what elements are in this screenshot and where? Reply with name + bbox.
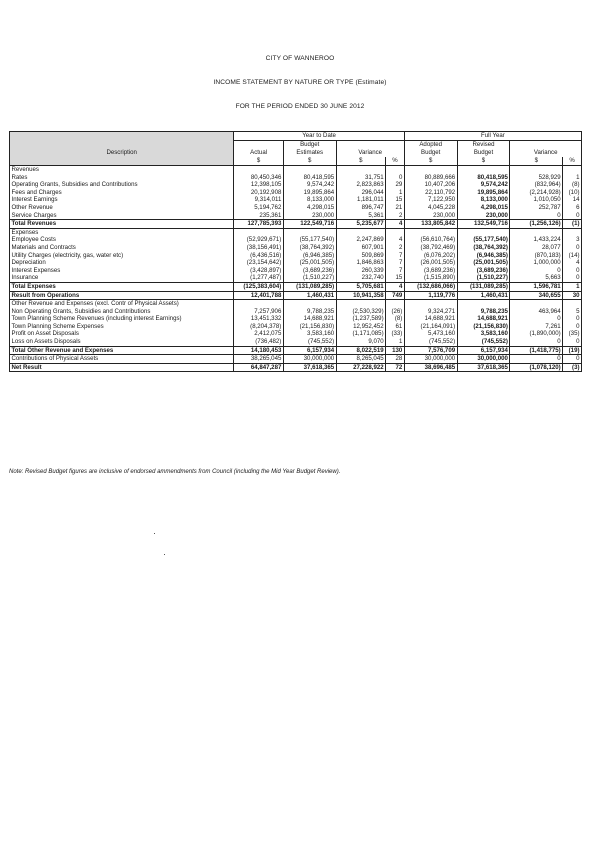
row-description: Town Planning Scheme Expenses — [10, 323, 234, 331]
budget-estimate-cell: 80,418,595 — [283, 174, 336, 182]
fy-variance-percent: 6 — [576, 203, 580, 211]
ytd-variance-percent: 21 — [386, 204, 405, 212]
table-row — [10, 181, 582, 189]
result-from-operations-row — [10, 291, 582, 300]
full-year-header: Full Year — [404, 132, 581, 141]
actual-header: Actual — [234, 149, 283, 157]
ytd-variance-amount: 27,228,922 — [336, 363, 385, 372]
fy-variance-amount: 1,433,224 — [510, 236, 563, 244]
budget-estimate-cell: 19,895,864 — [283, 189, 336, 197]
row-description: Net Result — [10, 363, 234, 372]
revised-budget-cell: 80,418,595 — [457, 174, 510, 182]
ytd-variance-amount: 2,823,863 — [336, 181, 385, 189]
fy-variance-percent: 0 — [576, 243, 580, 251]
budget-estimate-cell: (745,552) — [283, 338, 336, 346]
ytd-variance-percent: 72 — [386, 363, 405, 372]
net-result-row — [10, 363, 582, 372]
budget-estimate-cell: 8,133,000 — [283, 196, 336, 204]
table-row — [10, 338, 582, 346]
fy-variance-percent: 1 — [576, 173, 580, 181]
actual-cell: 38,265,045 — [234, 355, 283, 364]
ytd-variance-amount: 5,705,681 — [336, 282, 385, 291]
statement-period: FOR THE PERIOD ENDED 30 JUNE 2012 — [235, 103, 365, 110]
actual-cell: (1,277,487) — [234, 274, 283, 282]
adopted-budget-cell: 30,000,000 — [404, 355, 457, 364]
budget-estimate-cell: 14,688,921 — [283, 315, 336, 323]
ytd-variance-percent: 15 — [386, 196, 405, 204]
revised-budget-cell: 3,583,160 — [457, 330, 510, 338]
fy-variance-amount: (1,256,126) — [510, 220, 563, 229]
fy-variance-amount: 1,596,781 — [510, 282, 563, 291]
row-description: Total Other Revenue and Expenses — [10, 346, 234, 355]
ytd-variance-percent: 2 — [386, 212, 405, 220]
adopted-budget-cell: 1,119,776 — [404, 291, 457, 300]
adopted-budget-cell: 7,576,709 — [404, 346, 457, 355]
table-header — [10, 132, 582, 166]
revised-budget-note: Note: Revised Budget figures are inclusive of endorsed ammendments from Council (including the Mid Year Budget Review). — [9, 469, 341, 475]
ytd-variance-amount: 296,044 — [336, 189, 385, 197]
fy-variance-amount: (1,078,120) — [510, 363, 563, 372]
fy-variance-amount: 0 — [510, 267, 563, 275]
budget-estimate-cell: (21,156,830) — [283, 323, 336, 331]
budget-estimate-cell: (3,689,236) — [283, 267, 336, 275]
fy-variance-percent: (19) — [563, 346, 582, 355]
section-heading: Expenses — [10, 228, 234, 236]
actual-cell: (38,156,491) — [234, 244, 283, 252]
adopted-budget-cell: (21,164,091) — [404, 323, 457, 331]
row-description: Town Planning Scheme Revenues (including interest Earnings) — [10, 315, 234, 323]
budget-estimate-cell: 37,618,365 — [283, 363, 336, 372]
revised-budget-cell: 8,133,000 — [457, 196, 510, 204]
unit-label: $ — [283, 157, 336, 166]
budget-estimate-cell: (25,001,505) — [283, 259, 336, 267]
ytd-variance-amount: 8,022,519 — [336, 346, 385, 355]
fy-variance-amount: 0 — [510, 212, 563, 220]
adopted-budget-cell: 22,110,792 — [404, 189, 457, 197]
row-description: Loss on Assets Disposals — [10, 338, 234, 346]
fy-variance-percent: (35) — [568, 330, 580, 338]
table-row — [10, 308, 582, 316]
row-description: Profit on Asset Disposals — [10, 330, 234, 338]
ytd-variance-percent: 29 — [386, 181, 405, 189]
actual-cell: 14,180,453 — [234, 346, 283, 355]
row-description: Contributions of Physical Assets — [10, 355, 234, 364]
table-row — [10, 196, 582, 204]
row-description: Other Revenue — [10, 204, 234, 212]
fy-variance-amount: (1,890,000) — [510, 330, 563, 338]
fy-variance-percent: 0 — [576, 274, 580, 282]
revised-budget-header-1: Revised — [457, 141, 510, 150]
row-description: Result from Operations — [10, 291, 234, 300]
actual-cell: 127,785,393 — [234, 220, 283, 229]
revised-budget-cell: (55,177,540) — [457, 236, 510, 244]
row-description: Interest Earnings — [10, 196, 234, 204]
budget-estimate-cell: 4,298,015 — [283, 204, 336, 212]
ytd-variance-percent: 1 — [386, 338, 405, 346]
actual-cell: 235,361 — [234, 212, 283, 220]
fy-variance-percent: 3 — [576, 236, 580, 244]
revised-budget-cell: 9,574,242 — [457, 181, 510, 189]
ytd-variance-amount: (1,171,085) — [336, 330, 385, 338]
ytd-variance-amount: 607,901 — [336, 244, 385, 252]
fy-variance-amount: 252,787 — [510, 204, 563, 212]
budget-estimate-cell: (38,764,392) — [283, 244, 336, 252]
revised-budget-cell: 132,549,716 — [457, 220, 510, 229]
fy-variance-percent: (14) — [568, 251, 580, 259]
table-row — [10, 236, 582, 244]
row-description: Total Revenues — [10, 220, 234, 229]
fy-variance-amount: 528,929 — [510, 174, 563, 182]
fy-variance-percent: (8) — [572, 181, 580, 189]
ytd-variance-percent: 4 — [386, 220, 405, 229]
fy-variance-amount: 0 — [510, 315, 563, 323]
revised-budget-cell: 30,000,000 — [457, 355, 510, 364]
table-row — [10, 212, 582, 220]
adopted-budget-cell: 9,324,271 — [404, 308, 457, 316]
unit-label: % — [563, 157, 582, 166]
fy-variance-percent: 0 — [576, 266, 580, 274]
ytd-variance-percent: 2 — [386, 244, 405, 252]
fy-variance-amount: (870,183) — [510, 252, 563, 260]
total-row — [10, 220, 582, 229]
revised-budget-cell: (38,764,392) — [457, 244, 510, 252]
section-heading: Other Revenue and Expenses (excl. Contr of Physical Assets) — [10, 300, 234, 308]
actual-cell: 5,194,762 — [234, 204, 283, 212]
fy-variance-amount: (832,964) — [510, 181, 563, 189]
ytd-variance-percent: 749 — [386, 291, 405, 300]
ytd-variance-amount: 31,751 — [336, 174, 385, 182]
budget-estimate-cell: 230,000 — [283, 212, 336, 220]
table-row — [10, 330, 582, 338]
row-description: Materials and Contracts — [10, 244, 234, 252]
row-description: Utility Charges (electricity, gas, water etc) — [10, 252, 234, 260]
budget-estimates-header-2: Estimates — [283, 149, 336, 157]
ytd-variance-percent: 7 — [386, 259, 405, 267]
fy-variance-amount: 28,077 — [510, 244, 563, 252]
adopted-budget-cell: 38,696,485 — [404, 363, 457, 372]
ytd-variance-amount: (1,237,589) — [336, 315, 385, 323]
table-row — [10, 204, 582, 212]
ytd-variance-amount: 9,070 — [336, 338, 385, 346]
adopted-budget-cell: 14,688,921 — [404, 315, 457, 323]
table-row — [10, 244, 582, 252]
ytd-variance-percent: 130 — [386, 346, 405, 355]
ytd-variance-percent: 4 — [386, 282, 405, 291]
fy-variance-percent: 0 — [576, 355, 580, 363]
ytd-variance-amount: 1,181,011 — [336, 196, 385, 204]
fy-variance-amount: 0 — [510, 355, 563, 364]
ytd-variance-amount: 8,265,045 — [336, 355, 385, 364]
actual-cell: (52,929,671) — [234, 236, 283, 244]
actual-cell: (6,436,516) — [234, 252, 283, 260]
organisation-name: CITY OF WANNEROO — [265, 55, 335, 62]
unit-label: % — [386, 157, 405, 166]
budget-estimate-cell: (6,946,385) — [283, 252, 336, 260]
adopted-budget-cell: 4,045,228 — [404, 204, 457, 212]
revised-budget-cell: 14,688,921 — [457, 315, 510, 323]
total-row — [10, 282, 582, 291]
row-description: Insurance — [10, 274, 234, 282]
table-row — [10, 355, 582, 364]
ytd-variance-amount: 232,740 — [336, 274, 385, 282]
row-description: Rates — [10, 174, 234, 182]
section-heading-row — [10, 228, 582, 236]
ytd-variance-amount: 10,941,358 — [336, 291, 385, 300]
fy-variance-percent: 14 — [572, 196, 580, 204]
scan-speck — [164, 554, 165, 555]
adopted-budget-cell: (3,689,236) — [404, 267, 457, 275]
budget-estimate-cell: (131,089,285) — [283, 282, 336, 291]
fy-variance-percent: 30 — [563, 291, 582, 300]
revised-budget-cell: 19,895,864 — [457, 189, 510, 197]
row-description: Service Charges — [10, 212, 234, 220]
fy-variance-amount: (2,214,928) — [510, 189, 563, 197]
budget-estimate-cell: (55,177,540) — [283, 236, 336, 244]
adopted-budget-cell: (38,792,469) — [404, 244, 457, 252]
ytd-variance-percent: (8) — [386, 315, 405, 323]
revised-budget-cell: (131,089,285) — [457, 282, 510, 291]
revised-budget-cell: (3,689,236) — [457, 267, 510, 275]
ytd-variance-amount: 2,247,869 — [336, 236, 385, 244]
table-row — [10, 274, 582, 282]
ytd-variance-amount: 12,952,452 — [336, 323, 385, 331]
table-row — [10, 189, 582, 197]
income-statement-table — [9, 131, 582, 372]
ytd-variance-amount: 260,339 — [336, 267, 385, 275]
budget-estimate-cell: 9,788,235 — [283, 308, 336, 316]
revised-budget-cell: (745,552) — [457, 338, 510, 346]
fy-variance-amount: 463,964 — [510, 308, 563, 316]
ytd-variance-percent: 7 — [386, 252, 405, 260]
revised-budget-cell: 230,000 — [457, 212, 510, 220]
table-row — [10, 315, 582, 323]
table-row — [10, 259, 582, 267]
section-heading: Revenues — [10, 166, 234, 174]
actual-cell: 13,451,332 — [234, 315, 283, 323]
fy-variance-percent: 4 — [576, 259, 580, 267]
ytd-variance-percent: 0 — [386, 174, 405, 182]
budget-estimate-cell: 9,574,242 — [283, 181, 336, 189]
adopted-budget-cell: 10,407,206 — [404, 181, 457, 189]
ytd-variance-percent: (33) — [386, 330, 405, 338]
ytd-variance-amount: 509,869 — [336, 252, 385, 260]
ytd-variance-amount: 896,747 — [336, 204, 385, 212]
fy-variance-amount: 0 — [510, 338, 563, 346]
fy-variance-percent: 0 — [576, 338, 580, 346]
adopted-budget-cell: 7,122,950 — [404, 196, 457, 204]
ytd-variance-amount: (2,530,329) — [336, 308, 385, 316]
budget-estimate-cell: 1,460,431 — [283, 291, 336, 300]
row-description: Interest Expenses — [10, 267, 234, 275]
adopted-budget-cell: (6,076,202) — [404, 252, 457, 260]
revised-budget-cell: (1,510,227) — [457, 274, 510, 282]
revised-budget-cell: (6,946,385) — [457, 252, 510, 260]
actual-cell: 12,401,788 — [234, 291, 283, 300]
table-row — [10, 252, 582, 260]
row-description: Non Operating Grants, Subsidies and Contributions — [10, 308, 234, 316]
adopted-budget-cell: (56,610,764) — [404, 236, 457, 244]
ytd-variance-percent: 7 — [386, 267, 405, 275]
budget-estimate-cell: 6,157,934 — [283, 346, 336, 355]
table-row — [10, 174, 582, 182]
ytd-variance-percent: 61 — [386, 323, 405, 331]
actual-cell: (125,383,604) — [234, 282, 283, 291]
actual-cell: (736,482) — [234, 338, 283, 346]
budget-estimate-cell: 122,549,716 — [283, 220, 336, 229]
ytd-variance-percent: (26) — [386, 308, 405, 316]
table-row — [10, 267, 582, 275]
revised-budget-cell: 37,618,365 — [457, 363, 510, 372]
fy-variance-percent: 0 — [576, 315, 580, 323]
adopted-budget-cell: 230,000 — [404, 212, 457, 220]
ytd-variance-percent: 28 — [386, 355, 405, 364]
total-row — [10, 346, 582, 355]
row-description: Operating Grants, Subsidies and Contributions — [10, 181, 234, 189]
actual-cell: 20,192,908 — [234, 189, 283, 197]
statement-title: INCOME STATEMENT BY NATURE OR TYPE (Estimate) — [213, 79, 387, 86]
adopted-budget-cell: 133,805,842 — [404, 220, 457, 229]
fy-variance-percent: 0 — [576, 322, 580, 330]
adopted-budget-cell: (26,001,505) — [404, 259, 457, 267]
row-description: Employee Costs — [10, 236, 234, 244]
actual-cell: 9,314,011 — [234, 196, 283, 204]
ytd-variance-amount: 5,361 — [336, 212, 385, 220]
adopted-budget-cell: (1,515,890) — [404, 274, 457, 282]
fy-variance-percent: (10) — [568, 188, 580, 196]
revised-budget-header-2: Budget — [457, 149, 510, 157]
unit-label: $ — [510, 157, 563, 166]
adopted-budget-cell: 80,889,666 — [404, 174, 457, 182]
unit-label: $ — [404, 157, 457, 166]
actual-cell: (8,204,378) — [234, 323, 283, 331]
fy-variance-header: Variance — [533, 149, 558, 157]
adopted-budget-header-1: Adopted — [404, 141, 457, 150]
unit-label: $ — [457, 157, 510, 166]
adopted-budget-header-2: Budget — [404, 149, 457, 157]
fy-variance-amount: 1,000,000 — [510, 259, 563, 267]
actual-cell: (23,154,642) — [234, 259, 283, 267]
budget-estimate-cell: 30,000,000 — [283, 355, 336, 364]
unit-label: $ — [234, 157, 283, 166]
fy-variance-amount: (1,418,775) — [510, 346, 563, 355]
description-header: Description — [10, 149, 234, 157]
revised-budget-cell: 1,460,431 — [457, 291, 510, 300]
actual-cell: 12,398,105 — [234, 181, 283, 189]
adopted-budget-cell: (745,552) — [404, 338, 457, 346]
revised-budget-cell: 6,157,934 — [457, 346, 510, 355]
ytd-variance-amount: 5,235,677 — [336, 220, 385, 229]
year-to-date-header: Year to Date — [234, 132, 404, 141]
ytd-variance-amount: 1,846,863 — [336, 259, 385, 267]
table-body — [10, 166, 582, 372]
fy-variance-percent: 0 — [576, 211, 580, 219]
fy-variance-amount: 340,655 — [510, 291, 563, 300]
actual-cell: 7,257,906 — [234, 308, 283, 316]
budget-estimates-header-1: Budget — [283, 141, 336, 150]
revised-budget-cell: (21,156,830) — [457, 323, 510, 331]
fy-variance-amount: 5,663 — [510, 274, 563, 282]
row-description: Fees and Charges — [10, 189, 234, 197]
fy-variance-percent: (3) — [563, 363, 582, 372]
adopted-budget-cell: (132,686,066) — [404, 282, 457, 291]
unit-label: $ — [336, 157, 385, 166]
revised-budget-cell: (25,001,505) — [457, 259, 510, 267]
row-description: Depreciation — [10, 259, 234, 267]
ytd-variance-percent: 15 — [386, 274, 405, 282]
adopted-budget-cell: 5,473,160 — [404, 330, 457, 338]
row-description: Total Expenses — [10, 282, 234, 291]
section-heading-row — [10, 166, 582, 174]
actual-cell: 64,847,287 — [234, 363, 283, 372]
fy-variance-percent: 1 — [563, 282, 582, 291]
budget-estimate-cell: 3,583,160 — [283, 330, 336, 338]
ytd-variance-percent: 4 — [386, 236, 405, 244]
ytd-variance-header: Variance — [336, 149, 404, 157]
scan-speck — [154, 533, 155, 534]
fy-variance-percent: 5 — [576, 307, 580, 315]
section-heading-row — [10, 300, 582, 308]
revised-budget-cell: 9,788,235 — [457, 308, 510, 316]
table-row — [10, 323, 582, 331]
fy-variance-percent: (1) — [563, 220, 582, 229]
fy-variance-amount: 7,261 — [510, 323, 563, 331]
fy-variance-amount: 1,010,050 — [510, 196, 563, 204]
actual-cell: 2,412,075 — [234, 330, 283, 338]
ytd-variance-percent: 1 — [386, 189, 405, 197]
revised-budget-cell: 4,298,015 — [457, 204, 510, 212]
actual-cell: 80,450,346 — [234, 174, 283, 182]
budget-estimate-cell: (1,510,227) — [283, 274, 336, 282]
actual-cell: (3,428,897) — [234, 267, 283, 275]
